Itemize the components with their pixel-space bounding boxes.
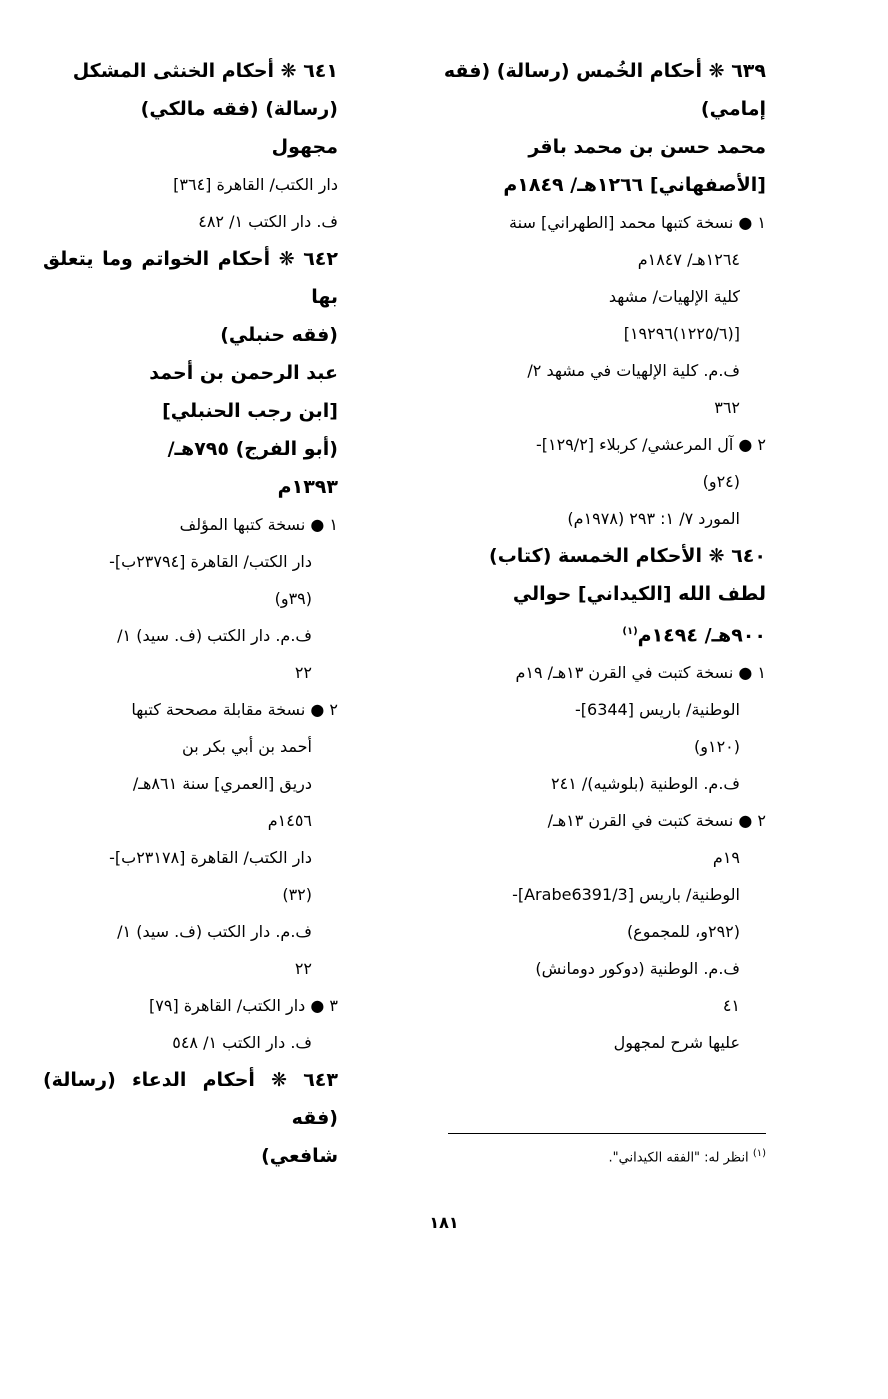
footnote-marker: (١): [622, 626, 638, 637]
entry-author: لطف الله [الكيداني] حوالي: [512, 583, 766, 605]
footnote: [436, 1148, 766, 1165]
footnote-divider: [448, 1133, 766, 1134]
entry-643: [43, 1061, 338, 1175]
manuscript-item: ١ ● نسخة كتبها محمد [الطهراني] سنة: [509, 213, 766, 232]
manuscript-copyist: أحمد بن أبي بكر بن: [182, 737, 312, 756]
author-dates: ٩٠٠هـ/ ١٤٩٤م: [637, 624, 766, 647]
entry-heading: ٦٤٣ ❋ أحكام الدعاء (رسالة) (فقه: [43, 1069, 338, 1129]
manuscript-library: دار الكتب/ القاهرة [٣٦٤]: [173, 175, 338, 194]
manuscript-catalog-page: ٤١: [722, 996, 740, 1016]
entry-heading: ٦٤٢ ❋ أحكام الخواتم وما يتعلق بها: [43, 248, 338, 308]
manuscript-catalog: ف.م. الوطنية (بلوشيه)/ ٢٤١: [551, 774, 740, 794]
manuscript-library: الوطنية/ باريس [Arabe6391/3]-: [512, 885, 740, 905]
manuscript-catalog: ف. دار الكتب ١/ ٥٤٨: [172, 1033, 312, 1052]
manuscript-folio: (٢٤و): [702, 472, 740, 491]
manuscript-library: كلية الإلهيات/ مشهد: [608, 287, 740, 306]
manuscript-date: ١٤٥٦م: [267, 811, 312, 830]
manuscript-item: ١ ● نسخة كتبت في القرن ١٣هـ/ ١٩م: [515, 663, 766, 683]
entry-641: [43, 52, 338, 240]
entry-639: [426, 52, 766, 537]
right-column: [426, 52, 766, 1061]
manuscript-catalog: المورد ٧/ ١: ٢٩٣ (١٩٧٨م): [567, 509, 740, 528]
manuscript-library: دار الكتب/ القاهرة [٢٣٧٩٤ب]-: [109, 552, 312, 571]
entry-author-cont: ١٣٩٣م: [277, 476, 338, 498]
entry-heading: ٦٣٩ ❋ أحكام الخُمس (رسالة) (فقه: [443, 60, 766, 82]
left-column: [43, 52, 338, 1175]
entry-heading-cont: (رسالة) (فقه مالكي): [140, 98, 338, 120]
manuscript-item: ١ ● نسخة كتبها المؤلف: [179, 515, 338, 534]
manuscript-item: ٢ ● نسخة مقابلة مصححة كتبها: [131, 700, 338, 719]
manuscript-library: دار الكتب/ القاهرة [٢٣١٧٨ب]-: [109, 848, 312, 867]
manuscript-catalog-page: ٢٢: [294, 959, 312, 978]
manuscript-item: ٣ ● دار الكتب/ القاهرة [٧٩]: [149, 996, 338, 1015]
entry-heading-cont: شافعي): [261, 1145, 338, 1167]
entry-640: [426, 537, 766, 1061]
manuscript-catalog: ف. دار الكتب ١/ ٤٨٢: [198, 212, 338, 231]
footnote-text: انظر له: "الفقه الكيداني".: [608, 1150, 749, 1166]
manuscript-date: ١٢٦٤هـ/ ١٨٤٧م: [637, 250, 740, 269]
entry-642: [43, 240, 338, 1061]
entry-author: عبد الرحمن بن أحمد: [149, 362, 338, 384]
manuscript-folio: (١٢٠و): [694, 737, 740, 757]
manuscript-shelfmark: [(١٢٢٥/٦)١٩٢٩٦]: [623, 324, 740, 343]
manuscript-copyist-cont: دريق [العمري] سنة ٨٦١هـ/: [132, 774, 312, 793]
manuscript-item: ٢ ● نسخة كتبت في القرن ١٣هـ/: [547, 811, 766, 831]
manuscript-catalog: ف.م. الوطنية (دوكور دومانش): [535, 959, 740, 979]
entry-heading: ٦٤٠ ❋ الأحكام الخمسة (كتاب): [489, 545, 766, 567]
entry-author-cont: [الأصفهاني] ١٢٦٦هـ/ ١٨٤٩م: [503, 174, 766, 196]
entry-author: محمد حسن بن محمد باقر: [528, 136, 766, 158]
manuscript-folio: (٢٩٢و، للمجموع): [626, 922, 740, 942]
entry-heading-cont: إمامي): [700, 98, 766, 120]
entry-author-cont: (أبو الفرج) ٧٩٥هـ/: [167, 438, 338, 460]
page-number: ١٨١: [429, 1213, 459, 1232]
manuscript-item: ٢ ● آل المرعشي/ كربلاء [١٢٩/٢]-: [536, 435, 766, 454]
manuscript-catalog-page: ٢٢: [294, 663, 312, 682]
entry-author-cont: [426, 613, 766, 654]
entry-author: مجهول: [271, 136, 338, 158]
manuscript-folio: (٣٩و): [274, 589, 312, 608]
manuscript-folio: (٣٢): [282, 885, 312, 904]
entry-heading-cont: (فقه حنبلي): [220, 324, 338, 346]
manuscript-catalog-page: ٣٦٢: [714, 398, 740, 417]
footnote-marker: (١): [752, 1148, 766, 1159]
manuscript-catalog: ف.م. دار الكتب (ف. سيد) ١/: [117, 626, 312, 645]
manuscript-note: عليها شرح لمجهول: [613, 1033, 740, 1053]
manuscript-catalog: ف.م. كلية الإلهيات في مشهد ٢/: [527, 361, 740, 380]
entry-heading: ٦٤١ ❋ أحكام الخنثى المشكل: [72, 60, 338, 82]
manuscript-catalog: ف.م. دار الكتب (ف. سيد) ١/: [117, 922, 312, 941]
manuscript-library: الوطنية/ باريس [6344]-: [575, 700, 740, 720]
manuscript-date: ١٩م: [712, 848, 740, 868]
entry-author-cont: [ابن رجب الحنبلي]: [162, 400, 338, 422]
